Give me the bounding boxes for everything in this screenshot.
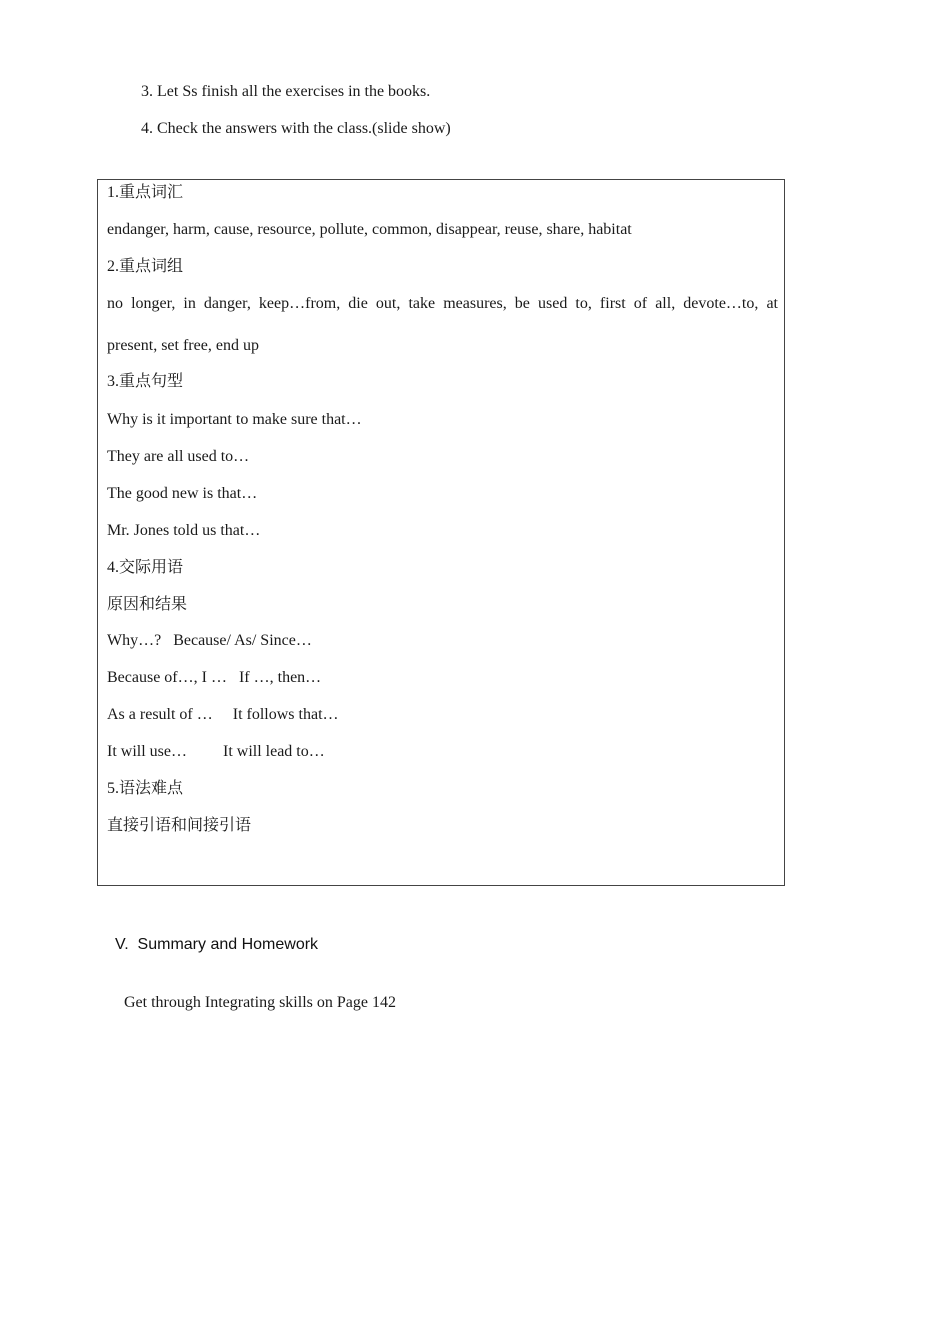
sentence-item: Why is it important to make sure that…	[107, 411, 362, 428]
phrases-line-2: present, set free, end up	[107, 337, 259, 354]
sentence-item: The good new is that…	[107, 485, 258, 502]
sentence-item: They are all used to…	[107, 448, 250, 465]
expressions-title: 4.交际用语	[107, 559, 184, 576]
expression-item: It will use… It will lead to…	[107, 743, 325, 760]
key-points-box	[97, 179, 785, 886]
expression-item: Why…? Because/ As/ Since…	[107, 632, 312, 649]
summary-heading: V. Summary and Homework	[115, 936, 319, 953]
sentences-title: 3.重点句型	[107, 373, 184, 390]
grammar-title: 5.语法难点	[107, 780, 184, 797]
step-4-text: 4. Check the answers with the class.(slide show)	[141, 120, 451, 137]
phrases-title: 2.重点词组	[107, 258, 184, 275]
grammar-point: 直接引语和间接引语	[107, 817, 252, 834]
expression-item: As a result of … It follows that…	[107, 706, 339, 723]
expressions-subtitle: 原因和结果	[107, 596, 188, 613]
vocab-title: 1.重点词汇	[107, 184, 184, 201]
sentence-item: Mr. Jones told us that…	[107, 522, 261, 539]
vocab-words: endanger, harm, cause, resource, pollute, common, disappear, reuse, share, habitat	[107, 221, 632, 238]
homework-text: Get through Integrating skills on Page 142	[124, 994, 396, 1011]
phrases-line-1: no longer, in danger, keep…from, die out, take measures, be used to, first of all, devote…to, at	[107, 295, 778, 312]
step-3-text: 3. Let Ss finish all the exercises in the books.	[141, 83, 431, 100]
expression-item: Because of…, I … If …, then…	[107, 669, 322, 686]
